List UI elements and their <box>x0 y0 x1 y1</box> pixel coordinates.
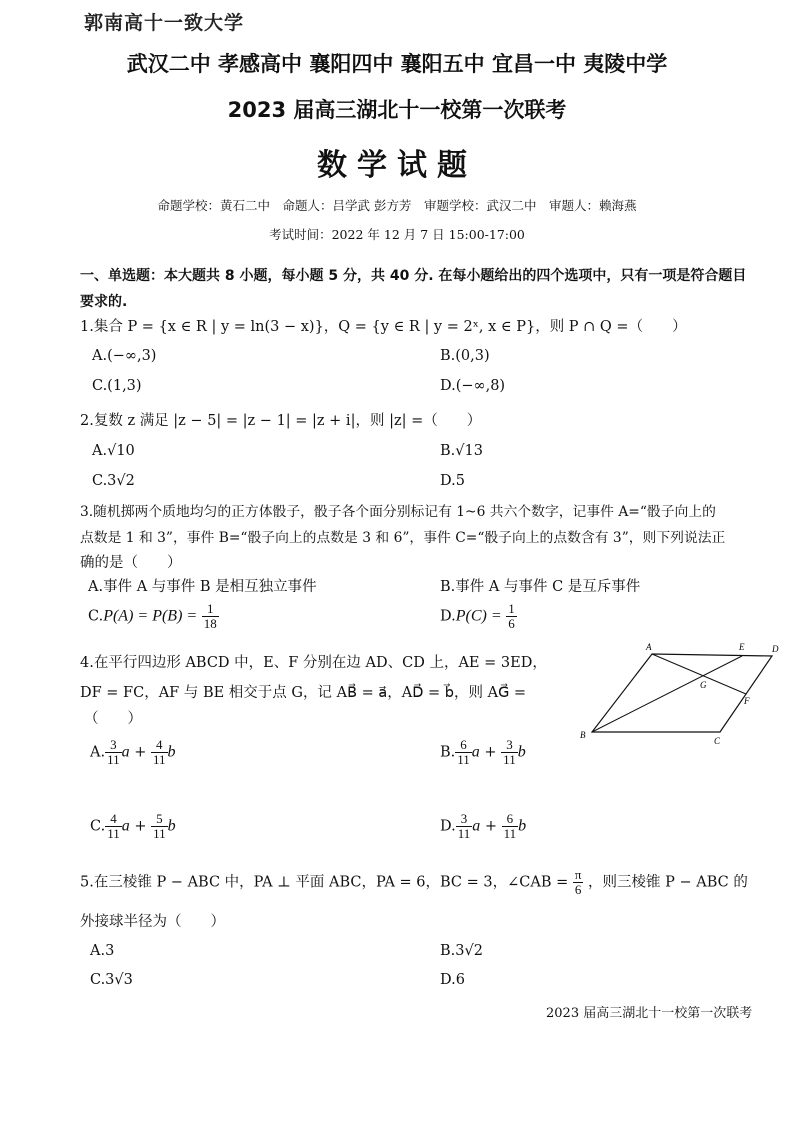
q5-option-c: C.3√3 <box>90 972 133 988</box>
question-5-stem-line2: 外接球半径为（ ） <box>80 914 225 930</box>
q5-option-d: D.6 <box>440 972 465 988</box>
fraction-numerator: 3 <box>501 738 518 753</box>
fraction-denominator: 11 <box>153 752 166 767</box>
vector-a: a <box>472 817 481 835</box>
parallelogram-abcd <box>592 654 772 732</box>
q4-option-b: B. $\frac{6}{11}$ a + $\frac{3}{11}$ b <box>440 737 526 767</box>
section-heading: 一、单选题：本大题共 8 小题，每小题 5 分，共 40 分. 在每小题给出的四个选项中，只有一项是符合题目要求的. <box>80 268 747 310</box>
question-4-stem-line1: 4.在平行四边形 ABCD 中，E、F 分别在边 AD、CD 上，AE = 3ED， <box>80 655 547 671</box>
question-1-stem: 1.集合 P = {x ∈ R | y = ln(3 − x)}，Q = {y ∈ R | y = 2ˣ, x ∈ P}，则 P ∩ Q =（ ） <box>80 319 687 335</box>
fraction-numerator: 6 <box>455 738 472 753</box>
exam-time: 考试时间：2022 年 12 月 7 日 15:00-17:00 <box>269 227 525 242</box>
q4-option-a: A. $\frac{3}{11}$ a + $\frac{4}{11}$ b <box>90 737 176 767</box>
vector-b: b <box>518 817 527 835</box>
q3-option-a: A.事件 A 与事件 B 是相互独立事件 <box>88 579 317 595</box>
q4-option-d-label: D. <box>440 818 456 835</box>
vector-a: a <box>121 743 130 761</box>
q3-option-c <box>88 602 219 631</box>
vector-a: a <box>471 743 480 761</box>
coef-fraction <box>151 738 168 767</box>
q3-option-b: B.事件 A 与事件 C 是互斥事件 <box>440 579 641 595</box>
q4-option-c-label: C. <box>90 818 106 835</box>
coef-fraction <box>105 738 122 767</box>
coef-fraction <box>455 738 472 767</box>
fraction-numerator: π <box>574 867 582 882</box>
fraction-numerator: 5 <box>151 812 168 827</box>
pi-over-6-fraction <box>573 868 584 897</box>
q1-option-a: A.(−∞,3) <box>92 348 157 364</box>
fraction-denominator: 11 <box>503 752 516 767</box>
question-2-stem: 2.复数 z 满足 |z − 5| = |z − 1| = |z + i|，则 |z| =（ ） <box>80 413 482 429</box>
fraction-numerator: 6 <box>502 812 519 827</box>
fraction-numerator: 1 <box>202 602 219 617</box>
label-e: E <box>739 642 745 652</box>
coef-fraction <box>502 812 519 841</box>
q5-option-a: A.3 <box>90 943 115 959</box>
vector-a: a <box>121 817 130 835</box>
label-b: B <box>580 730 586 740</box>
subject-title: 数学试题 <box>317 148 477 183</box>
q1-option-d: D.(−∞,8) <box>440 378 506 394</box>
fraction-denominator: 6 <box>574 882 582 897</box>
fraction-numerator: 3 <box>105 738 122 753</box>
cut-off-header-text: 郭南高十一致大学 <box>84 12 245 34</box>
fraction-denominator: 6 <box>508 616 515 631</box>
label-a: A <box>646 642 652 652</box>
coef-fraction <box>151 812 168 841</box>
q2-option-b: B.√13 <box>440 443 483 459</box>
vector-b: b <box>167 743 176 761</box>
question-5-stem-line1 <box>80 868 748 897</box>
q4-option-a-label: A. <box>90 744 106 761</box>
q2-option-c: C.3√2 <box>92 473 135 489</box>
q5-stem-part-a: 5.在三棱锥 P − ABC 中，PA ⊥ 平面 ABC，PA = 6，BC = 3，∠CAB = <box>80 874 569 891</box>
q2-option-d: D.5 <box>440 473 465 489</box>
q3-option-d-expr: P(C) = <box>455 607 502 625</box>
label-d: D <box>772 644 779 654</box>
segment-af <box>652 654 746 694</box>
label-g: G <box>700 680 707 690</box>
q3-option-d <box>440 602 517 631</box>
q3-option-d-label: D. <box>440 608 456 625</box>
q4-option-b-label: B. <box>440 744 456 761</box>
coef-fraction <box>501 738 518 767</box>
fraction-denominator: 11 <box>457 826 471 841</box>
q3-option-c-expr: P(A) = P(B) = <box>103 607 198 625</box>
question-3-stem-line1: 3.随机掷两个质地均匀的正方体骰子，骰子各个面分别标记有 1~6 共六个数字，记事件 A=“骰子向上的 <box>80 504 716 520</box>
vector-b: b <box>167 817 176 835</box>
school-list: 武汉二中 孝感高中 襄阳四中 襄阳五中 宜昌一中 夷陵中学 <box>126 52 668 76</box>
page-footer: 2023 届高三湖北十一校第一次联考 <box>546 1006 753 1021</box>
exam-meta: 命题学校：黄石二中 命题人：吕学武 彭方芳 审题学校：武汉二中 审题人：赖海燕 <box>157 198 637 213</box>
q4-option-c: C. $\frac{4}{11}$ a + $\frac{5}{11}$ b <box>90 811 176 841</box>
question-4-stem-line3: （ ） <box>84 711 142 727</box>
fraction-numerator: 4 <box>105 812 122 827</box>
question-3-stem-line3: 确的是（ ） <box>80 555 182 571</box>
question-3-stem-line2: 点数是 1 和 3”，事件 B=“骰子向上的点数是 3 和 6”，事件 C=“骰子向上的点数含有 3”，则下列说法正 <box>80 530 726 546</box>
q5-option-b: B.3√2 <box>440 943 483 959</box>
q1-option-b: B.(0,3) <box>440 348 490 364</box>
fraction-denominator: 11 <box>107 826 120 841</box>
q3-option-d-fraction <box>506 602 517 631</box>
q3-option-c-fraction <box>202 602 219 631</box>
parallelogram-figure <box>574 640 784 750</box>
q1-option-c: C.(1,3) <box>92 378 142 394</box>
vector-b: b <box>517 743 526 761</box>
q3-option-c-label: C. <box>88 608 104 625</box>
exam-title: 2023 届高三湖北十一校第一次联考 <box>227 98 567 122</box>
fraction-numerator: 1 <box>508 601 515 616</box>
q2-option-a: A.√10 <box>92 443 135 459</box>
question-4-stem-line2: DF = FC，AF 与 BE 相交于点 G，记 AB⃗ = a⃗，AD⃗ = b⃗，则 AG⃗ = <box>80 685 527 701</box>
coef-fraction <box>105 812 122 841</box>
label-c: C <box>714 736 721 746</box>
segment-be <box>592 656 742 732</box>
fraction-denominator: 11 <box>153 826 166 841</box>
q5-stem-part-b: ，则三棱锥 P − ABC 的 <box>588 874 748 891</box>
fraction-numerator: 4 <box>151 738 168 753</box>
fraction-denominator: 11 <box>503 826 517 841</box>
fraction-denominator: 11 <box>107 752 120 767</box>
q4-option-d: D. $\frac{3}{11}$ a + $\frac{6}{11}$ b <box>440 811 527 841</box>
label-f: F <box>744 696 750 706</box>
coef-fraction <box>456 812 473 841</box>
fraction-denominator: 11 <box>457 752 470 767</box>
fraction-denominator: 18 <box>203 616 217 631</box>
fraction-numerator: 3 <box>456 812 473 827</box>
